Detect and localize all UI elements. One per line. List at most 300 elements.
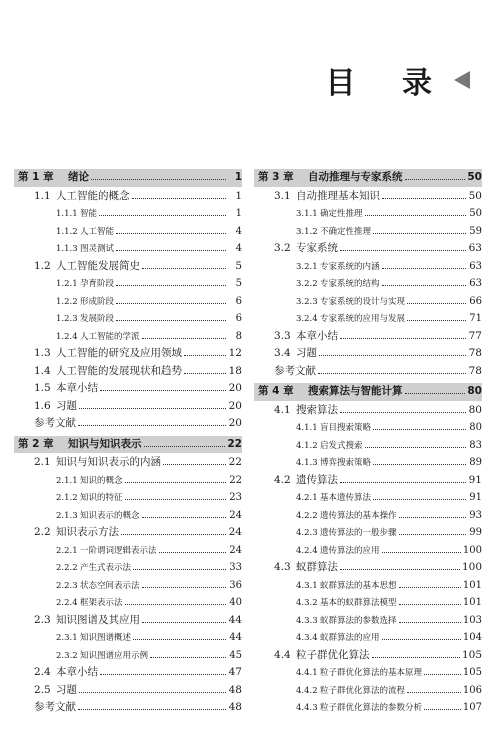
toc-entry-title: 本章小结 bbox=[56, 666, 98, 678]
toc-sec-entry bbox=[254, 188, 482, 206]
toc-entry-title: 人工智能的学派 bbox=[80, 331, 140, 342]
dot-leader bbox=[399, 534, 466, 535]
toc-entry-number: 1.4 bbox=[34, 364, 51, 377]
toc-entry-page: 12 bbox=[228, 347, 242, 359]
toc-entry-title: 习题 bbox=[56, 399, 77, 412]
toc-entry-page: 66 bbox=[469, 295, 482, 307]
toc-entry-page: 89 bbox=[469, 457, 482, 468]
toc-entry-title: 人工智能的发展现状和趋势 bbox=[56, 364, 182, 377]
dot-leader bbox=[399, 587, 461, 588]
toc-entry-number: 1.2.3 bbox=[56, 314, 78, 324]
toc-sub-entry bbox=[254, 524, 482, 542]
toc-ref-entry bbox=[254, 363, 482, 381]
dot-leader bbox=[78, 425, 226, 426]
toc-entry-page: 71 bbox=[469, 313, 482, 324]
toc-sub-entry bbox=[254, 629, 482, 647]
toc-sub-entry bbox=[14, 240, 242, 258]
toc-entry-title: 粒子群优化算法的基本原理 bbox=[320, 668, 423, 678]
toc-entry-number: 3.3 bbox=[274, 329, 291, 342]
toc-entry-title: 参考文献 bbox=[34, 701, 76, 713]
toc-entry-number: 3.2.2 bbox=[296, 279, 318, 289]
toc-entry-number: 第 1 章 bbox=[18, 171, 54, 183]
toc-entry-number: 4.4.3 bbox=[296, 703, 318, 713]
toc-sub-entry bbox=[14, 275, 242, 293]
toc-sub-entry bbox=[254, 664, 482, 682]
toc-entry-number: 4.2 bbox=[274, 473, 291, 486]
toc-sub-entry bbox=[254, 310, 482, 328]
toc-entry-page: 77 bbox=[468, 329, 482, 342]
dot-leader bbox=[382, 552, 461, 553]
toc-entry-page: 83 bbox=[469, 439, 482, 451]
toc-entry-title: 粒子群优化算法的流程 bbox=[320, 685, 406, 696]
toc-entry-page: 80 bbox=[468, 403, 482, 416]
toc-entry-title: 知识图谱应用示例 bbox=[80, 650, 149, 661]
dot-leader bbox=[133, 569, 226, 570]
dot-leader bbox=[116, 285, 226, 286]
toc-entry-number: 1.2 bbox=[34, 259, 51, 272]
dot-leader bbox=[373, 464, 466, 465]
dot-leader bbox=[79, 692, 226, 693]
toc-sub-entry bbox=[14, 205, 242, 223]
dot-leader bbox=[373, 499, 466, 500]
toc-sub-entry bbox=[14, 310, 242, 328]
toc-entry-title: 人工智能的概念 bbox=[56, 189, 130, 202]
toc-entry-number: 第 4 章 bbox=[258, 385, 294, 397]
toc-entry-number: 1.6 bbox=[34, 399, 51, 412]
toc-entry-page: 47 bbox=[228, 666, 242, 678]
toc-entry-title: 粒子群优化算法的参数分析 bbox=[320, 703, 423, 713]
toc-entry-number: 4.1.1 bbox=[296, 423, 318, 433]
toc-entry-number: 4.3.4 bbox=[296, 633, 318, 643]
toc-sub-entry bbox=[14, 328, 242, 346]
toc-entry-title: 习题 bbox=[56, 683, 77, 696]
toc-sub-entry bbox=[14, 223, 242, 241]
toc-entry-title: 启发式搜索 bbox=[320, 440, 363, 451]
toc-entry-page: 23 bbox=[229, 492, 242, 503]
toc-entry-number: 1.2.1 bbox=[56, 279, 78, 289]
dot-leader bbox=[407, 692, 461, 693]
toc-entry-title: 知识的特征 bbox=[80, 493, 123, 503]
toc-entry-page: 40 bbox=[229, 597, 242, 608]
toc-entry-number: 4.2.4 bbox=[296, 545, 318, 556]
toc-entry-page: 5 bbox=[235, 278, 242, 289]
toc-sub-entry bbox=[14, 507, 242, 525]
toc-entry-number: 2.2.1 bbox=[56, 545, 78, 556]
toc-sub-entry bbox=[254, 454, 482, 472]
toc-entry-number: 2.3 bbox=[34, 613, 51, 626]
toc-sec-entry bbox=[254, 402, 482, 420]
toc-entry-number: 3.1 bbox=[274, 189, 291, 202]
toc-entry-title: 人工智能发展简史 bbox=[56, 259, 140, 272]
toc-entry-title: 搜索算法 bbox=[296, 403, 338, 416]
dot-leader bbox=[407, 303, 466, 304]
toc-sec-entry bbox=[14, 258, 242, 276]
triangle-marker-icon bbox=[454, 71, 470, 89]
toc-sec-entry bbox=[14, 345, 242, 363]
toc-entry-title: 知识表示的概念 bbox=[80, 510, 140, 521]
toc-entry-title: 遗传算法 bbox=[296, 473, 338, 486]
toc-entry-number: 2.2.3 bbox=[56, 580, 78, 591]
dot-leader bbox=[382, 268, 466, 269]
toc-sub-entry bbox=[14, 542, 242, 560]
toc-entry-title: 遗传算法的应用 bbox=[320, 545, 380, 556]
toc-entry-page: 4 bbox=[235, 243, 242, 254]
toc-entry-title: 专家系统的结构 bbox=[320, 279, 380, 289]
toc-ref-entry bbox=[14, 415, 242, 433]
toc-entry-title: 专家系统的应用与发展 bbox=[320, 314, 406, 324]
toc-sec-entry bbox=[14, 188, 242, 206]
toc-entry-page: 104 bbox=[462, 632, 482, 643]
toc-entry-number: 第 2 章 bbox=[18, 437, 54, 450]
dot-leader bbox=[133, 639, 226, 640]
toc-entry-page: 22 bbox=[227, 437, 242, 450]
toc-entry-page: 5 bbox=[235, 259, 242, 272]
toc-entry-page: 48 bbox=[228, 683, 242, 696]
dot-leader bbox=[159, 552, 226, 553]
toc-entry-page: 100 bbox=[462, 544, 482, 556]
toc-entry-title: 不确定性推理 bbox=[320, 226, 372, 237]
toc-sub-entry bbox=[254, 489, 482, 507]
toc-entry-page: 103 bbox=[462, 614, 482, 626]
toc-ref-entry bbox=[14, 699, 242, 717]
toc-sub-entry bbox=[14, 559, 242, 577]
dot-leader bbox=[372, 657, 460, 658]
dot-leader bbox=[319, 355, 466, 356]
toc-entry-page: 1 bbox=[234, 171, 242, 183]
toc-entry-title: 博弈搜索策略 bbox=[320, 458, 372, 468]
toc-entry-title: 图灵测试 bbox=[80, 244, 115, 254]
toc-chapter-entry bbox=[14, 169, 242, 187]
toc-entry-page: 106 bbox=[462, 684, 482, 696]
toc-entry-title: 知识的概念 bbox=[80, 475, 123, 486]
toc-entry-number: 2.1.3 bbox=[56, 510, 78, 521]
dot-leader bbox=[91, 179, 226, 180]
toc-sub-entry bbox=[254, 612, 482, 630]
toc-sub-entry bbox=[254, 437, 482, 455]
toc-entry-page: 99 bbox=[469, 527, 482, 538]
toc-sub-entry bbox=[254, 699, 482, 717]
toc-entry-number: 2.1.2 bbox=[56, 493, 78, 503]
toc-sec-entry bbox=[254, 240, 482, 258]
toc-entry-page: 59 bbox=[469, 225, 482, 237]
dot-leader bbox=[318, 373, 466, 374]
toc-entry-page: 100 bbox=[461, 561, 482, 573]
toc-sec-entry bbox=[254, 345, 482, 363]
toc-entry-title: 发展阶段 bbox=[80, 314, 115, 324]
toc-entry-number: 1.1.1 bbox=[56, 209, 78, 219]
toc-entry-title: 专家系统的设计与实现 bbox=[320, 296, 406, 307]
toc-entry-page: 4 bbox=[235, 225, 242, 237]
toc-entry-number: 2.3.1 bbox=[56, 633, 78, 643]
toc-entry-title: 产生式表示法 bbox=[80, 563, 132, 573]
toc-entry-number: 4.2.3 bbox=[296, 528, 318, 538]
dot-leader bbox=[78, 709, 226, 710]
toc-entry-page: 63 bbox=[469, 278, 482, 289]
toc-entry-title: 框架表示法 bbox=[80, 598, 123, 608]
toc-sec-entry bbox=[254, 647, 482, 665]
dot-leader bbox=[340, 412, 466, 413]
dot-leader bbox=[365, 215, 466, 216]
toc-sec-entry bbox=[14, 398, 242, 416]
dot-leader bbox=[100, 674, 226, 675]
toc-sub-entry bbox=[254, 594, 482, 612]
toc-entry-page: 18 bbox=[228, 364, 242, 377]
dot-leader bbox=[340, 569, 460, 570]
toc-entry-title: 知识图谱及其应用 bbox=[56, 613, 140, 626]
dot-leader bbox=[340, 338, 466, 339]
toc-sub-entry bbox=[254, 419, 482, 437]
toc-entry-number: 4.3.2 bbox=[296, 598, 318, 608]
dot-leader bbox=[382, 285, 466, 286]
toc-entry-title: 蚁群算法的应用 bbox=[320, 633, 380, 643]
toc-entry-title: 专家系统的内涵 bbox=[320, 261, 380, 272]
toc-entry-title: 本章小结 bbox=[296, 329, 338, 342]
dot-leader bbox=[99, 215, 226, 216]
dot-leader bbox=[116, 320, 226, 321]
toc-entry-number: 4.2.1 bbox=[296, 493, 318, 503]
toc-sub-entry bbox=[14, 472, 242, 490]
toc-entry-title: 形成阶段 bbox=[80, 296, 115, 307]
dot-leader bbox=[116, 250, 226, 251]
toc-sub-entry bbox=[254, 682, 482, 700]
dot-leader bbox=[424, 709, 461, 710]
toc-entry-title: 基本遗传算法 bbox=[320, 493, 372, 503]
toc-sub-entry bbox=[254, 275, 482, 293]
toc-entry-page: 6 bbox=[235, 295, 242, 307]
toc-entry-number: 4.4 bbox=[274, 648, 291, 661]
toc-entry-number: 1.5 bbox=[34, 382, 51, 394]
toc-entry-page: 80 bbox=[469, 422, 482, 433]
dot-leader bbox=[116, 233, 226, 234]
toc-sec-entry bbox=[14, 664, 242, 682]
dot-leader bbox=[382, 639, 461, 640]
dot-leader bbox=[365, 447, 466, 448]
toc-sub-entry bbox=[14, 629, 242, 647]
toc-entry-page: 48 bbox=[228, 701, 242, 713]
toc-entry-page: 44 bbox=[228, 613, 242, 626]
toc-title bbox=[326, 58, 470, 102]
toc-chapter-entry bbox=[254, 169, 482, 187]
toc-entry-title: 参考文献 bbox=[274, 364, 316, 377]
dot-leader bbox=[340, 250, 466, 251]
toc-entry-number: 1.3 bbox=[34, 347, 51, 359]
toc-sub-entry bbox=[14, 489, 242, 507]
toc-sub-entry bbox=[14, 577, 242, 595]
toc-entry-page: 105 bbox=[461, 648, 482, 661]
toc-entry-page: 93 bbox=[469, 509, 482, 521]
toc-entry-title: 孕育阶段 bbox=[80, 279, 115, 289]
toc-entry-number: 4.3.1 bbox=[296, 580, 318, 591]
dot-leader bbox=[163, 464, 226, 465]
toc-entry-number: 2.2.2 bbox=[56, 563, 78, 573]
toc-entry-number: 1.1 bbox=[34, 189, 51, 202]
toc-entry-title: 一阶谓词逻辑表示法 bbox=[80, 545, 157, 556]
toc-chapter-entry bbox=[14, 436, 242, 454]
toc-column-right bbox=[254, 166, 482, 717]
dot-leader bbox=[184, 373, 226, 374]
toc-entry-page: 36 bbox=[229, 579, 242, 591]
toc-entry-title: 知识与知识表示的内涵 bbox=[56, 456, 161, 468]
toc-column-left bbox=[14, 166, 242, 717]
toc-entry-number: 3.2 bbox=[274, 242, 291, 254]
toc-sec-entry bbox=[14, 612, 242, 630]
toc-entry-title: 蚁群算法 bbox=[296, 561, 338, 573]
toc-sec-entry bbox=[254, 472, 482, 490]
toc-entry-page: 33 bbox=[229, 562, 242, 573]
toc-entry-page: 63 bbox=[469, 260, 482, 272]
toc-sec-entry bbox=[14, 524, 242, 542]
toc-entry-page: 101 bbox=[462, 579, 482, 591]
toc-entry-number: 4.4.1 bbox=[296, 668, 318, 678]
toc-entry-page: 24 bbox=[229, 509, 242, 521]
dot-leader bbox=[142, 268, 226, 269]
toc-entry-page: 80 bbox=[467, 385, 482, 397]
toc-entry-page: 50 bbox=[468, 189, 482, 202]
toc-entry-page: 44 bbox=[229, 632, 242, 643]
toc-entry-number: 3.1.2 bbox=[296, 226, 318, 237]
toc-entry-number: 3.4 bbox=[274, 347, 291, 359]
toc-sub-entry bbox=[254, 542, 482, 560]
dot-leader bbox=[125, 482, 226, 483]
toc-entry-page: 91 bbox=[469, 492, 482, 503]
toc-entry-title: 遗传算法的一般步骤 bbox=[320, 528, 397, 538]
toc-entry-number: 4.1 bbox=[274, 403, 291, 416]
toc-entry-title: 知识图谱概述 bbox=[80, 633, 132, 643]
toc-entry-title: 绪论 bbox=[68, 171, 89, 183]
toc-entry-page: 78 bbox=[468, 347, 482, 359]
toc-entry-page: 45 bbox=[229, 649, 242, 661]
toc-entry-title: 人工智能的研究及应用领域 bbox=[56, 347, 182, 359]
toc-entry-page: 91 bbox=[468, 473, 482, 486]
toc-entry-page: 20 bbox=[228, 399, 242, 412]
toc-sec-entry bbox=[254, 559, 482, 577]
toc-entry-title: 习题 bbox=[296, 347, 317, 359]
toc-sec-entry bbox=[14, 682, 242, 700]
toc-sub-entry bbox=[14, 647, 242, 665]
dot-leader bbox=[125, 499, 226, 500]
toc-entry-number: 4.3.3 bbox=[296, 615, 318, 626]
toc-sub-entry bbox=[254, 577, 482, 595]
dot-leader bbox=[121, 534, 226, 535]
dot-leader bbox=[144, 446, 226, 447]
dot-leader bbox=[142, 622, 226, 623]
dot-leader bbox=[150, 657, 226, 658]
toc-chapter-entry bbox=[254, 383, 482, 401]
toc-entry-title: 人工智能 bbox=[80, 226, 115, 237]
toc-entry-page: 101 bbox=[462, 597, 482, 608]
toc-entry-page: 105 bbox=[462, 667, 482, 678]
toc-sec-entry bbox=[14, 454, 242, 472]
dot-leader bbox=[100, 390, 226, 391]
dot-leader bbox=[142, 587, 226, 588]
toc-entry-title: 专家系统 bbox=[296, 242, 338, 254]
toc-entry-number: 1.2.2 bbox=[56, 296, 78, 307]
dot-leader bbox=[424, 674, 461, 675]
toc-entry-title: 自动推理与专家系统 bbox=[308, 171, 403, 183]
toc-entry-number: 4.1.3 bbox=[296, 458, 318, 468]
dot-leader bbox=[79, 408, 226, 409]
toc-entry-title: 知识与知识表示 bbox=[68, 437, 142, 450]
dot-leader bbox=[373, 233, 466, 234]
dot-leader bbox=[142, 338, 226, 339]
toc-entry-number: 2.2 bbox=[34, 526, 51, 538]
toc-entry-title: 确定性推理 bbox=[320, 209, 363, 219]
toc-title-text: 目 录 bbox=[325, 66, 450, 101]
toc-entry-page: 20 bbox=[228, 417, 242, 429]
toc-sub-entry bbox=[14, 293, 242, 311]
toc-entry-number: 1.1.2 bbox=[56, 226, 78, 237]
toc-entry-number: 4.2.2 bbox=[296, 510, 318, 521]
dot-leader bbox=[407, 320, 466, 321]
dot-leader bbox=[125, 604, 226, 605]
dot-leader bbox=[399, 622, 461, 623]
toc-entry-number: 3.1.1 bbox=[296, 209, 318, 219]
toc-entry-page: 63 bbox=[468, 242, 482, 254]
toc-sub-entry bbox=[254, 293, 482, 311]
toc-entry-number: 3.2.1 bbox=[296, 261, 318, 272]
toc-entry-number: 4.4.2 bbox=[296, 685, 318, 696]
toc-entry-title: 智能 bbox=[80, 209, 98, 219]
toc-entry-number: 4.3 bbox=[274, 561, 291, 573]
toc-entry-number: 第 3 章 bbox=[258, 171, 294, 183]
toc-entry-page: 50 bbox=[467, 171, 482, 183]
toc-entry-number: 4.1.2 bbox=[296, 440, 318, 451]
dot-leader bbox=[184, 355, 226, 356]
toc-entry-number: 2.5 bbox=[34, 683, 51, 696]
toc-entry-title: 遗传算法的基本操作 bbox=[320, 510, 397, 521]
toc-entry-page: 78 bbox=[468, 364, 482, 377]
dot-leader bbox=[405, 179, 466, 180]
toc-entry-title: 盲目搜索策略 bbox=[320, 423, 372, 433]
toc-sub-entry bbox=[14, 594, 242, 612]
dot-leader bbox=[340, 482, 466, 483]
toc-entry-page: 20 bbox=[228, 382, 242, 394]
toc-entry-page: 1 bbox=[235, 189, 242, 202]
toc-entry-title: 基本的蚁群算法模型 bbox=[320, 598, 397, 608]
toc-entry-number: 1.1.3 bbox=[56, 244, 78, 254]
toc-entry-page: 1 bbox=[235, 208, 242, 219]
toc-entry-page: 6 bbox=[235, 313, 242, 324]
toc-entry-number: 2.4 bbox=[34, 666, 51, 678]
dot-leader bbox=[399, 604, 461, 605]
toc-entry-title: 参考文献 bbox=[34, 417, 76, 429]
dot-leader bbox=[142, 517, 226, 518]
toc-entry-number: 3.2.3 bbox=[296, 296, 318, 307]
toc-entry-number: 2.1 bbox=[34, 456, 51, 468]
toc-sub-entry bbox=[254, 507, 482, 525]
toc-entry-page: 8 bbox=[235, 330, 242, 342]
dot-leader bbox=[382, 198, 466, 199]
toc-sub-entry bbox=[254, 258, 482, 276]
toc-entry-page: 22 bbox=[228, 456, 242, 468]
toc-entry-title: 蚁群算法的参数选择 bbox=[320, 615, 397, 626]
toc-entry-number: 2.1.1 bbox=[56, 475, 78, 486]
toc-entry-title: 知识表示方法 bbox=[56, 526, 119, 538]
toc-entry-page: 22 bbox=[229, 474, 242, 486]
toc-sub-entry bbox=[254, 223, 482, 241]
toc-entry-page: 24 bbox=[228, 526, 242, 538]
dot-leader bbox=[132, 198, 227, 199]
toc-entry-number: 2.3.2 bbox=[56, 650, 78, 661]
toc-entry-number: 1.2.4 bbox=[56, 331, 78, 342]
toc-entry-title: 本章小结 bbox=[56, 382, 98, 394]
dot-leader bbox=[116, 303, 226, 304]
toc-entry-title: 状态空间表示法 bbox=[80, 580, 140, 591]
toc-entry-title: 蚁群算法的基本思想 bbox=[320, 580, 397, 591]
toc-sec-entry bbox=[254, 328, 482, 346]
toc-entry-number: 3.2.4 bbox=[296, 314, 318, 324]
dot-leader bbox=[373, 429, 466, 430]
